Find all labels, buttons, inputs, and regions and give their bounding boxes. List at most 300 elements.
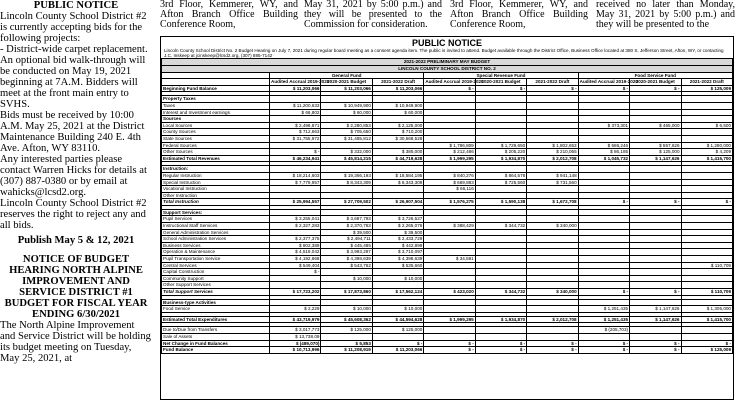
budget-band-row xyxy=(162,59,733,66)
amount-cell xyxy=(527,135,578,142)
amount-cell: $ 705,650 xyxy=(321,129,372,136)
row-label: Property Taxes xyxy=(162,96,270,103)
amount-cell: $ 423,020 xyxy=(424,289,475,296)
amount-cell: $ 4,519,042 xyxy=(270,249,321,256)
amount-cell: $ - xyxy=(630,289,681,296)
amount-cell: $ 1,147,626 xyxy=(630,316,681,323)
column-header-cell: 2021-2022 Draft xyxy=(681,79,733,86)
amount-cell: $ 5,853 xyxy=(321,340,372,347)
budget-row xyxy=(162,269,733,276)
amount-cell xyxy=(630,192,681,199)
amount-cell xyxy=(372,299,423,306)
amount-cell: $ 1,280,000 xyxy=(681,142,733,149)
amount-cell: $ 11,203,066 xyxy=(372,85,423,92)
amount-cell xyxy=(475,249,526,256)
fund-header-food-service: Food Service Fund xyxy=(578,72,732,79)
row-label: Federal Sources xyxy=(162,142,270,149)
amount-cell: $ 1,999,295 xyxy=(424,316,475,323)
amount-cell: $ 2,327,283 xyxy=(270,223,321,230)
amount-cell: $ 39,500 xyxy=(321,229,372,236)
amount-cell xyxy=(321,186,372,193)
amount-cell xyxy=(475,116,526,123)
budget-row xyxy=(162,186,733,193)
row-label: Business Services xyxy=(162,242,270,249)
amount-cell xyxy=(578,256,629,263)
amount-cell xyxy=(527,166,578,173)
amount-cell: $ 44,594,628 xyxy=(372,316,423,323)
empty-header-cell xyxy=(162,79,270,86)
amount-cell xyxy=(578,166,629,173)
amount-cell xyxy=(630,135,681,142)
amount-cell xyxy=(527,236,578,243)
amount-cell xyxy=(270,209,321,216)
amount-cell: $ 39,500 xyxy=(372,229,423,236)
amount-cell: $ 465,000 xyxy=(630,122,681,129)
budget-row xyxy=(162,129,733,136)
amount-cell xyxy=(527,216,578,223)
amount-cell xyxy=(475,209,526,216)
notice-title: PUBLIC NOTICE xyxy=(411,38,482,48)
amount-cell xyxy=(630,327,681,334)
amount-cell: $ 344,732 xyxy=(475,223,526,230)
amount-cell: $ 543,762 xyxy=(321,262,372,269)
row-label: Capital Construction xyxy=(162,269,270,276)
amount-cell: $ 18,584,195 xyxy=(372,172,423,179)
amount-cell xyxy=(475,327,526,334)
amount-cell xyxy=(578,129,629,136)
left-notice-paragraph: The North Alpine Improvement and Service District will be holding its budget meeting on Tuesday, May 25, 2021, at xyxy=(0,320,151,364)
budget-row xyxy=(162,340,733,347)
amount-cell xyxy=(527,116,578,123)
row-label: Instruction: xyxy=(162,166,270,173)
budget-row xyxy=(162,155,733,162)
column-header-cell: Audited Accrual 2019-2020 xyxy=(579,79,638,85)
row-label: Fund Balance xyxy=(162,347,270,354)
amount-cell: $ 10,949,900 xyxy=(372,102,423,109)
amount-cell xyxy=(681,179,733,186)
amount-cell: $ 802,389 xyxy=(270,242,321,249)
amount-cell xyxy=(681,333,733,340)
amount-cell: $ 1,729,650 xyxy=(475,142,526,149)
budget-row xyxy=(162,142,733,149)
amount-cell: $ (489,070) xyxy=(270,340,321,347)
amount-cell: $ 34,591 xyxy=(424,256,475,263)
amount-cell: $ - xyxy=(578,340,629,347)
amount-cell xyxy=(630,333,681,340)
amount-cell xyxy=(270,229,321,236)
amount-cell xyxy=(424,333,475,340)
amount-cell xyxy=(372,142,423,149)
amount-cell xyxy=(270,142,321,149)
amount-cell xyxy=(424,242,475,249)
amount-cell: $ 27,709,502 xyxy=(321,199,372,206)
amount-cell: $ 1,147,626 xyxy=(630,155,681,162)
column-header-cell: 2020-2021 Budget xyxy=(475,79,526,86)
amount-cell: $ 1,802,653 xyxy=(527,142,578,149)
budget-row xyxy=(162,135,733,142)
amount-cell: $ 66,116 xyxy=(424,186,475,193)
budget-row xyxy=(162,282,733,289)
budget-row xyxy=(162,236,733,243)
amount-cell xyxy=(372,186,423,193)
row-label: Total Instruction xyxy=(162,199,270,206)
amount-cell: $ - xyxy=(475,347,526,354)
amount-cell: $ - xyxy=(424,340,475,347)
amount-cell xyxy=(270,96,321,103)
amount-cell xyxy=(578,262,629,269)
amount-cell: $ 2,265,076 xyxy=(372,223,423,230)
amount-cell xyxy=(578,96,629,103)
amount-cell: $ 31,755,972 xyxy=(270,135,321,142)
amount-cell xyxy=(424,96,475,103)
amount-cell xyxy=(630,249,681,256)
amount-cell: $ 44,719,628 xyxy=(372,155,423,162)
amount-cell: $ 1,590,138 xyxy=(475,199,526,206)
amount-cell: $ 1,251,435 xyxy=(578,316,629,323)
budget-row xyxy=(162,209,733,216)
budget-row xyxy=(162,166,733,173)
row-label: Other Support Services xyxy=(162,282,270,289)
budget-row xyxy=(162,149,733,156)
amount-cell: $ 535,660 xyxy=(372,262,423,269)
amount-cell: $ 1,415,700 xyxy=(681,316,733,323)
amount-cell xyxy=(527,96,578,103)
amount-cell xyxy=(578,236,629,243)
adjacent-notice-text-4: received no later than Monday, May 31, 2021 by 5:00 p.m.) and they will be presented to the xyxy=(596,0,735,30)
amount-cell: $ 3,993,297 xyxy=(321,249,372,256)
amount-cell xyxy=(630,256,681,263)
amount-cell xyxy=(578,209,629,216)
left-notice-paragraph: Any interested parties please contact Warren Hicks for details at (307) 887-0380 or by email at wahicks@lcsd2.org. xyxy=(0,154,147,198)
amount-cell xyxy=(424,166,475,173)
amount-cell xyxy=(270,282,321,289)
amount-cell: $ - xyxy=(270,269,321,276)
amount-cell: $ 60,000 xyxy=(321,109,372,116)
left-notice-column xyxy=(0,0,152,400)
row-label: School Administration Services xyxy=(162,236,270,243)
amount-cell: $ - xyxy=(681,340,733,347)
amount-cell xyxy=(475,236,526,243)
amount-cell: $ 2,280,853 xyxy=(321,122,372,129)
amount-cell: $ 3,687,793 xyxy=(321,216,372,223)
left-notice-paragraph: Lincoln County School District #2 reserves the right to reject any and all bids. xyxy=(0,198,147,231)
amount-cell xyxy=(578,282,629,289)
amount-cell xyxy=(681,166,733,173)
row-label: Total Support Services xyxy=(162,289,270,296)
amount-cell: $ - xyxy=(630,199,681,206)
amount-cell xyxy=(527,192,578,199)
row-label: Regular Instruction xyxy=(162,172,270,179)
row-label: Beginning Fund Balance xyxy=(162,85,270,92)
amount-cell xyxy=(630,186,681,193)
amount-cell xyxy=(424,299,475,306)
amount-cell xyxy=(321,209,372,216)
amount-cell xyxy=(475,229,526,236)
amount-cell: $ 731,560 xyxy=(527,179,578,186)
amount-cell: $ 3,710,097 xyxy=(372,249,423,256)
amount-cell xyxy=(475,102,526,109)
amount-cell: $ 13,738.09 xyxy=(270,333,321,340)
amount-cell: $ 10,000 xyxy=(321,275,372,282)
amount-cell xyxy=(372,282,423,289)
amount-cell xyxy=(321,269,372,276)
amount-cell xyxy=(424,327,475,334)
amount-cell xyxy=(681,172,733,179)
amount-cell: $ 205,220 xyxy=(475,149,526,156)
column-header-cell: 2021-2022 Draft xyxy=(372,79,423,86)
amount-cell: $ 10,713,996 xyxy=(270,347,321,354)
amount-cell: $ - xyxy=(681,199,733,206)
amount-cell: $ 669,883 xyxy=(424,179,475,186)
amount-cell: $ 3,255,041 xyxy=(270,216,321,223)
row-label: General Administration Services xyxy=(162,229,270,236)
row-label: Sources xyxy=(162,116,270,123)
adjacent-notices-strip xyxy=(160,0,735,30)
amount-cell: $ 125,000 xyxy=(372,327,423,334)
amount-cell: $ 1,415,700 xyxy=(681,155,733,162)
amount-cell xyxy=(578,333,629,340)
amount-cell: $ 3,726,527 xyxy=(372,216,423,223)
amount-cell: $ 2,498,871 xyxy=(270,122,321,129)
amount-cell xyxy=(578,179,629,186)
amount-cell xyxy=(424,116,475,123)
amount-cell xyxy=(630,262,681,269)
amount-cell xyxy=(681,96,733,103)
amount-cell: $ 10,949,900 xyxy=(321,102,372,109)
budget-row xyxy=(162,179,733,186)
amount-cell: $ 1,934,870 xyxy=(475,316,526,323)
amount-cell: $ 125,009 xyxy=(681,85,733,92)
amount-cell: $ 19,366,193 xyxy=(321,172,372,179)
amount-cell xyxy=(681,102,733,109)
amount-cell xyxy=(681,282,733,289)
row-label: Other Instruction xyxy=(162,192,270,199)
amount-cell xyxy=(681,192,733,199)
amount-cell xyxy=(630,282,681,289)
budget-row xyxy=(162,262,733,269)
amount-cell xyxy=(321,166,372,173)
amount-cell xyxy=(475,333,526,340)
amount-cell: $ 340,000 xyxy=(527,223,578,230)
amount-cell: $ - xyxy=(372,340,423,347)
amount-cell xyxy=(527,109,578,116)
row-label: Due to/Due from Transfers xyxy=(162,327,270,334)
amount-cell: $ 385,000 xyxy=(372,149,423,156)
amount-cell xyxy=(372,166,423,173)
row-label: Net Change in Fund Balances xyxy=(162,340,270,347)
amount-cell xyxy=(681,256,733,263)
amount-cell: $ - xyxy=(424,85,475,92)
amount-cell xyxy=(475,262,526,269)
row-label: Pupil Transportation Service xyxy=(162,256,270,263)
amount-cell: $ - xyxy=(578,199,629,206)
amount-cell xyxy=(424,236,475,243)
amount-cell xyxy=(681,327,733,334)
amount-cell: $ - xyxy=(630,340,681,347)
amount-cell: $ 4,398,639 xyxy=(372,256,423,263)
amount-cell xyxy=(424,216,475,223)
budget-band-district: LINCOLN COUNTY SCHOOL DISTRICT NO. 2 xyxy=(162,66,733,73)
adjacent-notice-text-1: 3rd Floor, Kemmerer, WY, and Afton Branch Office Building Conference Room, xyxy=(160,0,298,30)
row-label: Instructional Staff Services xyxy=(162,223,270,230)
amount-cell: $ 586,246 xyxy=(578,142,629,149)
amount-cell: $ - xyxy=(630,347,681,354)
amount-cell: $ 549,404 xyxy=(270,262,321,269)
column-header-cell: Audited Accrual 2019-2020 xyxy=(271,79,330,85)
amount-cell xyxy=(578,269,629,276)
budget-row xyxy=(162,316,733,323)
amount-cell xyxy=(527,186,578,193)
amount-cell xyxy=(475,135,526,142)
amount-cell xyxy=(681,229,733,236)
budget-row xyxy=(162,102,733,109)
amount-cell: $ 710,200 xyxy=(372,129,423,136)
amount-cell xyxy=(475,269,526,276)
amount-cell: $ 8,343,309 xyxy=(321,179,372,186)
amount-cell: $ - xyxy=(270,149,321,156)
amount-cell xyxy=(681,299,733,306)
amount-cell xyxy=(475,216,526,223)
row-label: Vocational Instruction xyxy=(162,186,270,193)
amount-cell xyxy=(578,116,629,123)
amount-cell: $ 212,486 xyxy=(424,149,475,156)
amount-cell xyxy=(630,179,681,186)
amount-cell xyxy=(630,96,681,103)
amount-cell xyxy=(475,166,526,173)
fund-header-row xyxy=(162,72,733,79)
amount-cell: $ 712,663 xyxy=(270,129,321,136)
amount-cell: $ 11,203,066 xyxy=(372,347,423,354)
amount-cell xyxy=(475,129,526,136)
amount-cell xyxy=(578,135,629,142)
amount-cell: $ 725,560 xyxy=(475,179,526,186)
amount-cell: $ 1,045,732 xyxy=(578,155,629,162)
amount-cell xyxy=(630,275,681,282)
amount-cell xyxy=(372,209,423,216)
amount-cell xyxy=(527,256,578,263)
amount-cell xyxy=(475,242,526,249)
amount-cell xyxy=(475,282,526,289)
amount-cell: $ - xyxy=(578,85,629,92)
left-notice-paragraph: An optional bid walk-through will be conducted on May 19, 2021 beginning at 7A.M. Bidders will meet at the front main entry to SVHS. xyxy=(0,55,146,110)
amount-cell: $ 1,672,708 xyxy=(527,199,578,206)
budget-table xyxy=(161,58,733,353)
left-notice-bullet: - District-wide carpet replacement. xyxy=(0,44,148,55)
amount-cell xyxy=(527,122,578,129)
row-label: Special Instruction xyxy=(162,179,270,186)
amount-cell: $ 4,209 xyxy=(681,149,733,156)
amount-cell xyxy=(475,275,526,282)
row-label: Support Services: xyxy=(162,209,270,216)
amount-cell: $ (205,703) xyxy=(578,327,629,334)
amount-cell xyxy=(527,275,578,282)
amount-cell xyxy=(424,102,475,109)
amount-cell: $ 7,779,957 xyxy=(270,179,321,186)
amount-cell: $ 43,719,979 xyxy=(270,316,321,323)
amount-cell xyxy=(681,129,733,136)
amount-cell xyxy=(321,142,372,149)
notice-intro: Lincoln County School District No. 2 Budget Hearing on July 7, 2021 during regular board meeting as a consent agenda item. The public is invited to attend. Budget available through the District Office, Business Office located at 380 S. Jefferson Street, Afton, WY, or contacting J.C. Inskeep at jcinskeep@lcsd2.org, (307) 885-7142 xyxy=(164,48,724,59)
amount-cell xyxy=(630,129,681,136)
budget-row xyxy=(162,299,733,306)
amount-cell: $ 17,873,860 xyxy=(321,289,372,296)
amount-cell xyxy=(578,172,629,179)
amount-cell: $ 340,000 xyxy=(527,289,578,296)
amount-cell xyxy=(630,223,681,230)
amount-cell xyxy=(321,333,372,340)
amount-cell xyxy=(630,102,681,109)
amount-cell xyxy=(475,122,526,129)
column-header-cell: 2020-2021 Budget xyxy=(321,79,372,86)
budget-row xyxy=(162,333,733,340)
amount-cell: $ 388,429 xyxy=(424,223,475,230)
amount-cell: $ - xyxy=(527,340,578,347)
amount-cell xyxy=(527,129,578,136)
amount-cell xyxy=(630,242,681,249)
amount-cell xyxy=(270,186,321,193)
budget-row xyxy=(162,229,733,236)
amount-cell xyxy=(424,109,475,116)
row-label: Estimated Total Revenues xyxy=(162,155,270,162)
amount-cell xyxy=(681,116,733,123)
amount-cell xyxy=(681,216,733,223)
amount-cell: $ 60,000 xyxy=(372,109,423,116)
amount-cell: $ 6,500 xyxy=(681,122,733,129)
amount-cell: $ 125,000 xyxy=(630,149,681,156)
amount-cell: $ 110,709 xyxy=(681,289,733,296)
amount-cell xyxy=(270,192,321,199)
amount-cell xyxy=(578,109,629,116)
amount-cell xyxy=(475,306,526,313)
amount-cell: $ 66,802 xyxy=(270,109,321,116)
amount-cell xyxy=(630,216,681,223)
amount-cell: $ 10,000 xyxy=(321,306,372,313)
amount-cell: $ 344,732 xyxy=(475,289,526,296)
budget-row xyxy=(162,192,733,199)
adjacent-notice-text-3: 3rd Floor, Kemmerer, WY, and Afton Branch Office Building Conference Room, xyxy=(450,0,588,30)
amount-cell: $ 2,494,711 xyxy=(321,236,372,243)
amount-cell xyxy=(578,242,629,249)
budget-row xyxy=(162,172,733,179)
budget-public-notice xyxy=(160,36,734,400)
row-label: Community Support xyxy=(162,275,270,282)
amount-cell: $ 31,485,812 xyxy=(321,135,372,142)
amount-cell: $ - xyxy=(424,347,475,354)
amount-cell xyxy=(527,229,578,236)
amount-cell xyxy=(578,216,629,223)
amount-cell: $ 941,148 xyxy=(527,172,578,179)
amount-cell: $ 46,234,941 xyxy=(270,155,321,162)
amount-cell: $ 17,723,202 xyxy=(270,289,321,296)
column-header-cell: 2021-2022 Draft xyxy=(527,79,578,86)
amount-cell: $ 11,203,066 xyxy=(270,85,321,92)
amount-cell: $ 30,568,528 xyxy=(372,135,423,142)
amount-cell xyxy=(270,299,321,306)
amount-cell xyxy=(424,275,475,282)
amount-cell: $ 2,433,729 xyxy=(372,236,423,243)
budget-band-row xyxy=(162,66,733,73)
amount-cell xyxy=(681,236,733,243)
amount-cell: $ 332,000 xyxy=(321,149,372,156)
amount-cell xyxy=(630,166,681,173)
amount-cell xyxy=(475,192,526,199)
budget-row xyxy=(162,289,733,296)
column-header-cell: 2020-2021 Budget xyxy=(630,79,681,86)
row-label: Central Services xyxy=(162,262,270,269)
budget-row xyxy=(162,327,733,334)
amount-cell xyxy=(424,122,475,129)
amount-cell: $ 864,578 xyxy=(475,172,526,179)
